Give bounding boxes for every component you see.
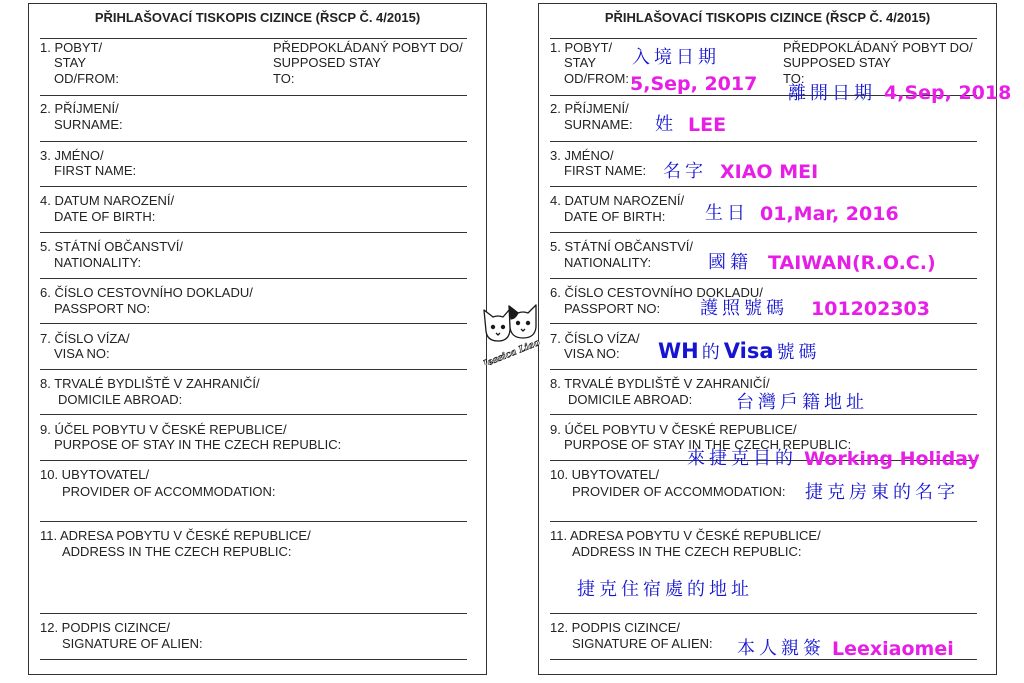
- accommodation-provider-label-en: PROVIDER OF ACCOMMODATION:: [62, 484, 276, 499]
- signature-label-en: SIGNATURE OF ALIEN:: [62, 636, 203, 651]
- accommodation-provider-note: 捷克房東的名字: [805, 482, 959, 503]
- address-label-en: ADDRESS IN THE CZECH REPUBLIC:: [572, 544, 802, 559]
- form-title: PŘIHLAŠOVACÍ TISKOPIS CIZINCE (ŘSCP Č. 4/2015): [604, 10, 931, 25]
- surname-label-cz: 2. PŘÍJMENÍ/: [40, 101, 119, 116]
- stay-label-en: STAY: [564, 55, 597, 70]
- address-label-en: ADDRESS IN THE CZECH REPUBLIC:: [62, 544, 292, 559]
- domicile-note: 台灣戶籍地址: [736, 392, 868, 413]
- domicile-label-en: DOMICILE ABROAD:: [58, 392, 183, 407]
- passport-note: 護照號碼: [700, 298, 788, 319]
- purpose-label-en: PURPOSE OF STAY IN THE CZECH REPUBLIC:: [564, 437, 852, 452]
- passport-label-en: PASSPORT NO:: [564, 301, 661, 316]
- signature-label-cz: 12. PODPIS CIZINCE/: [550, 620, 681, 635]
- surname-label-cz: 2. PŘÍJMENÍ/: [550, 101, 629, 116]
- passport-label-cz: 6. ČÍSLO CESTOVNÍHO DOKLADU/: [40, 285, 253, 300]
- address-label-cz: 11. ADRESA POBYTU V ČESKÉ REPUBLICE/: [550, 528, 821, 543]
- surname-value: LEE: [688, 114, 727, 136]
- watermark-text: Jessica Liao: [482, 338, 542, 365]
- visa-label-en: VISA NO:: [564, 346, 620, 361]
- passport-label-en: PASSPORT NO:: [54, 301, 151, 316]
- signature-value: Leexiaomei: [832, 638, 954, 660]
- nationality-label-en: NATIONALITY:: [564, 255, 652, 270]
- purpose-label-cz: 9. ÚČEL POBYTU V ČESKÉ REPUBLICE/: [40, 422, 287, 437]
- passport-label-cz: 6. ČÍSLO CESTOVNÍHO DOKLADU/: [550, 285, 763, 300]
- accommodation-provider-label-cz: 10. UBYTOVATEL/: [40, 467, 150, 482]
- accommodation-provider-label-cz: 10. UBYTOVATEL/: [550, 467, 660, 482]
- address-note: 捷克住宿處的地址: [577, 579, 753, 600]
- visa-label-cz: 7. ČÍSLO VÍZA/: [40, 331, 130, 346]
- first-name-label-cz: 3. JMÉNO/: [40, 148, 104, 163]
- domicile-label-cz: 8. TRVALÉ BYDLIŠTĚ V ZAHRANIČÍ/: [550, 376, 770, 391]
- first-name-note: 名字: [663, 161, 707, 182]
- nationality-label-cz: 5. STÁTNÍ OBČANSTVÍ/: [40, 239, 184, 254]
- date-of-birth-label-cz: 4. DATUM NAROZENÍ/: [40, 193, 175, 208]
- first-name-label-cz: 3. JMÉNO/: [550, 148, 614, 163]
- first-name-value: XIAO MEI: [720, 161, 819, 183]
- stay-label-cz: 1. POBYT/: [40, 40, 103, 55]
- stay-from-label: OD/FROM:: [54, 71, 119, 86]
- surname-label-en: SURNAME:: [54, 117, 123, 132]
- passport-value: 101202303: [811, 298, 930, 320]
- stay-from-label: OD/FROM:: [564, 71, 629, 86]
- supposed-stay-label-cz: PŘEDPOKLÁDANÝ POBYT DO/: [783, 40, 973, 55]
- purpose-label-en: PURPOSE OF STAY IN THE CZECH REPUBLIC:: [54, 437, 342, 452]
- first-name-label-en: FIRST NAME:: [564, 163, 647, 178]
- stay-label-cz: 1. POBYT/: [550, 40, 613, 55]
- birth-date-value: 01,Mar, 2016: [760, 203, 899, 225]
- surname-note: 姓: [655, 114, 677, 135]
- nationality-value: TAIWAN(R.O.C.): [768, 252, 936, 274]
- stay-to-label: TO:: [273, 71, 295, 86]
- nationality-label-cz: 5. STÁTNÍ OBČANSTVÍ/: [550, 239, 694, 254]
- purpose-value: Working Holiday: [804, 448, 980, 470]
- form-title: PŘIHLAŠOVACÍ TISKOPIS CIZINCE (ŘSCP Č. 4/2015): [94, 10, 421, 25]
- visa-note: [658, 340, 821, 364]
- visa-note-number: 號碼: [776, 342, 821, 363]
- supposed-stay-label-en: SUPPOSED STAY: [273, 55, 381, 70]
- visa-label-cz: 7. ČÍSLO VÍZA/: [550, 331, 640, 346]
- entry-date-note: 入境日期: [632, 47, 720, 68]
- stay-label-en: STAY: [54, 55, 87, 70]
- visa-note-wh: WH: [658, 339, 699, 363]
- date-of-birth-label-en: DATE OF BIRTH:: [564, 209, 666, 224]
- visa-label-en: VISA NO:: [54, 346, 110, 361]
- supposed-stay-label-en: SUPPOSED STAY: [783, 55, 891, 70]
- purpose-note: 來捷克目的: [687, 448, 797, 469]
- domicile-label-cz: 8. TRVALÉ BYDLIŠTĚ V ZAHRANIČÍ/: [40, 376, 260, 391]
- first-name-label-en: FIRST NAME:: [54, 163, 137, 178]
- nationality-note: 國籍: [708, 252, 752, 273]
- birth-date-note: 生日: [705, 203, 749, 224]
- domicile-label-en: DOMICILE ABROAD:: [568, 392, 693, 407]
- exit-date-value: 4,Sep, 2018: [884, 82, 1012, 104]
- purpose-label-cz: 9. ÚČEL POBYTU V ČESKÉ REPUBLICE/: [550, 422, 797, 437]
- address-label-cz: 11. ADRESA POBYTU V ČESKÉ REPUBLICE/: [40, 528, 311, 543]
- supposed-stay-label-cz: PŘEDPOKLÁDANÝ POBYT DO/: [273, 40, 463, 55]
- signature-note: 本人親簽: [737, 638, 825, 659]
- entry-date-value: 5,Sep, 2017: [630, 73, 758, 95]
- signature-label-en: SIGNATURE OF ALIEN:: [572, 636, 713, 651]
- stay-to-label: TO:: [783, 71, 805, 86]
- visa-note-visa: Visa: [723, 339, 774, 363]
- accommodation-provider-label-en: PROVIDER OF ACCOMMODATION:: [572, 484, 786, 499]
- date-of-birth-label-en: DATE OF BIRTH:: [54, 209, 156, 224]
- visa-note-of: 的: [701, 342, 724, 363]
- nationality-label-en: NATIONALITY:: [54, 255, 142, 270]
- signature-label-cz: 12. PODPIS CIZINCE/: [40, 620, 171, 635]
- date-of-birth-label-cz: 4. DATUM NAROZENÍ/: [550, 193, 685, 208]
- exit-date-note: 離開日期: [788, 83, 876, 104]
- surname-label-en: SURNAME:: [564, 117, 633, 132]
